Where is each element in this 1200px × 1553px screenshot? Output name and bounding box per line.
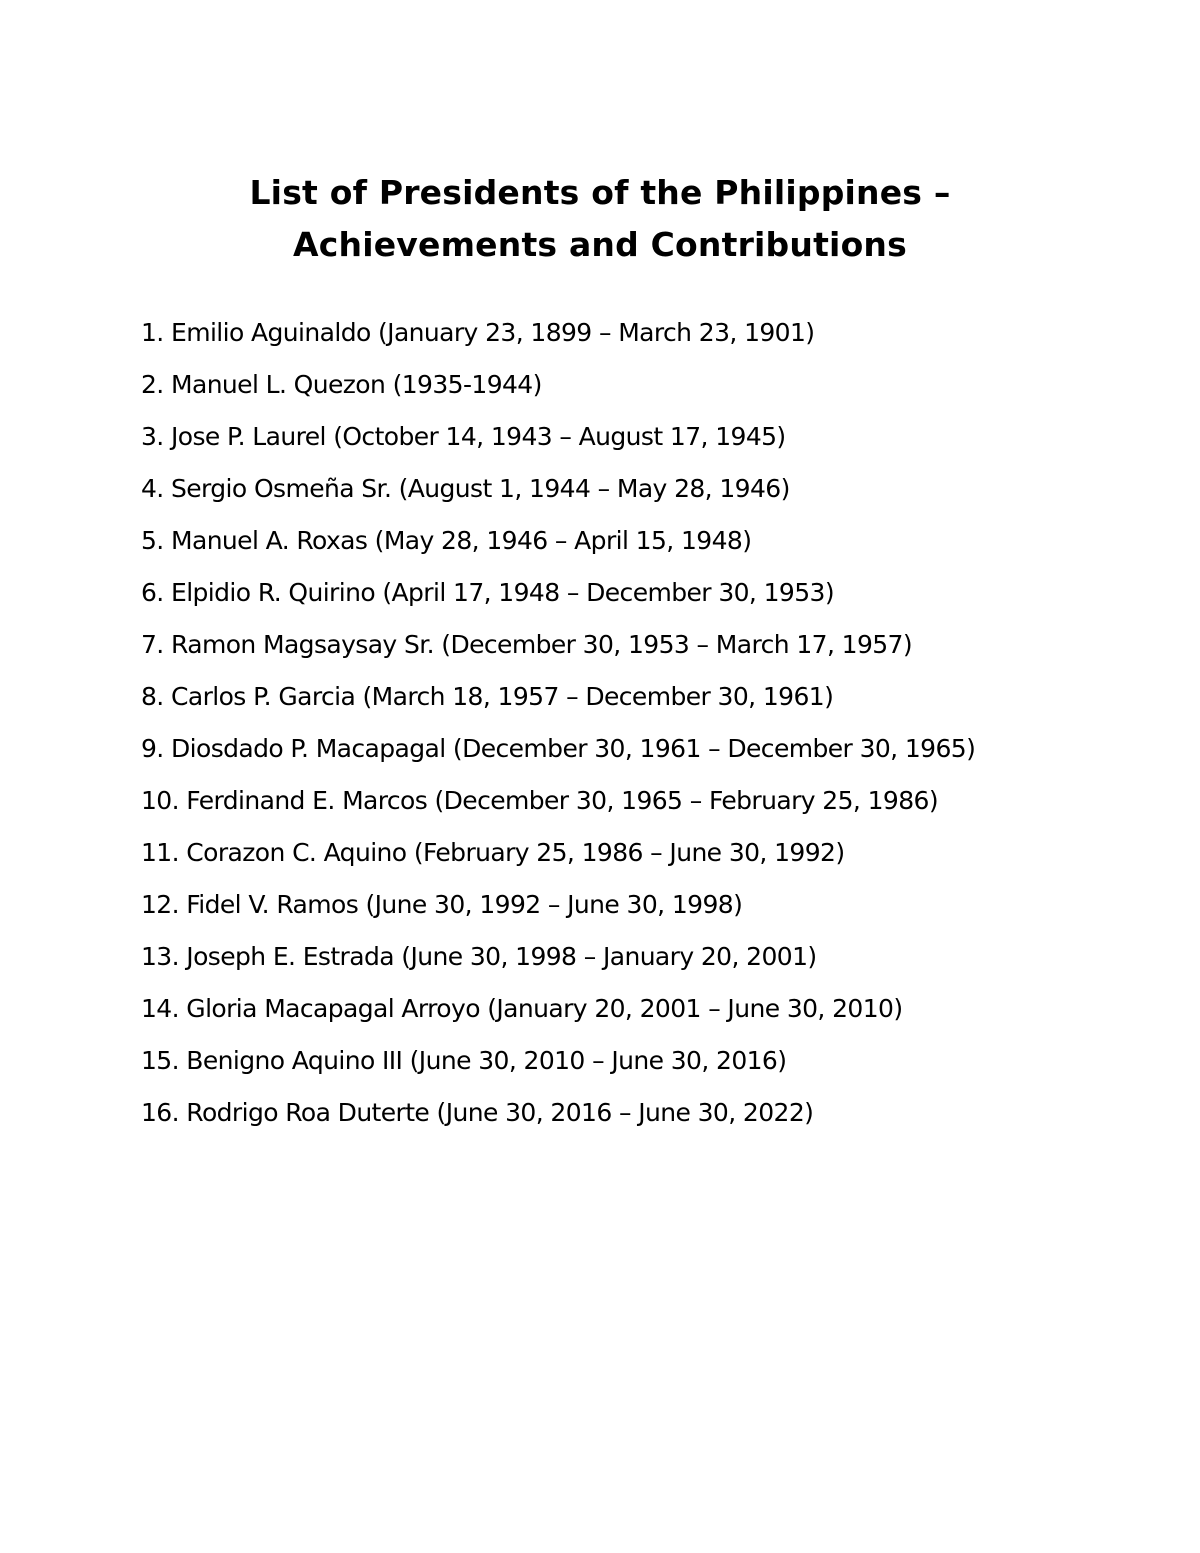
list-item: 6. Elpidio R. Quirino (April 17, 1948 – December 30, 1953) (141, 578, 834, 607)
list-item: 1. Emilio Aguinaldo (January 23, 1899 – March 23, 1901) (141, 318, 815, 347)
list-item: 12. Fidel V. Ramos (June 30, 1992 – June 30, 1998) (141, 890, 743, 919)
list-item: 4. Sergio Osmeña Sr. (August 1, 1944 – May 28, 1946) (141, 474, 790, 503)
title-line-2: Achievements and Contributions (293, 225, 907, 265)
list-item: 13. Joseph E. Estrada (June 30, 1998 – January 20, 2001) (141, 942, 817, 971)
title-line-1: List of Presidents of the Philippines – (249, 173, 951, 213)
list-item: 11. Corazon C. Aquino (February 25, 1986 – June 30, 1992) (141, 838, 845, 867)
list-item: 15. Benigno Aquino III (June 30, 2010 – June 30, 2016) (141, 1046, 787, 1075)
page-title (0, 167, 1200, 271)
list-item: 10. Ferdinand E. Marcos (December 30, 1965 – February 25, 1986) (141, 786, 938, 815)
list-item: 2. Manuel L. Quezon (1935-1944) (141, 370, 542, 399)
list-item: 5. Manuel A. Roxas (May 28, 1946 – April 15, 1948) (141, 526, 752, 555)
list-item: 8. Carlos P. Garcia (March 18, 1957 – December 30, 1961) (141, 682, 834, 711)
list-item: 16. Rodrigo Roa Duterte (June 30, 2016 – June 30, 2022) (141, 1098, 814, 1127)
list-item: 14. Gloria Macapagal Arroyo (January 20, 2001 – June 30, 2010) (141, 994, 903, 1023)
list-item: 3. Jose P. Laurel (October 14, 1943 – August 17, 1945) (141, 422, 786, 451)
presidents-list (141, 314, 1021, 1146)
list-item: 9. Diosdado P. Macapagal (December 30, 1961 – December 30, 1965) (141, 734, 976, 763)
list-item: 7. Ramon Magsaysay Sr. (December 30, 1953 – March 17, 1957) (141, 630, 913, 659)
